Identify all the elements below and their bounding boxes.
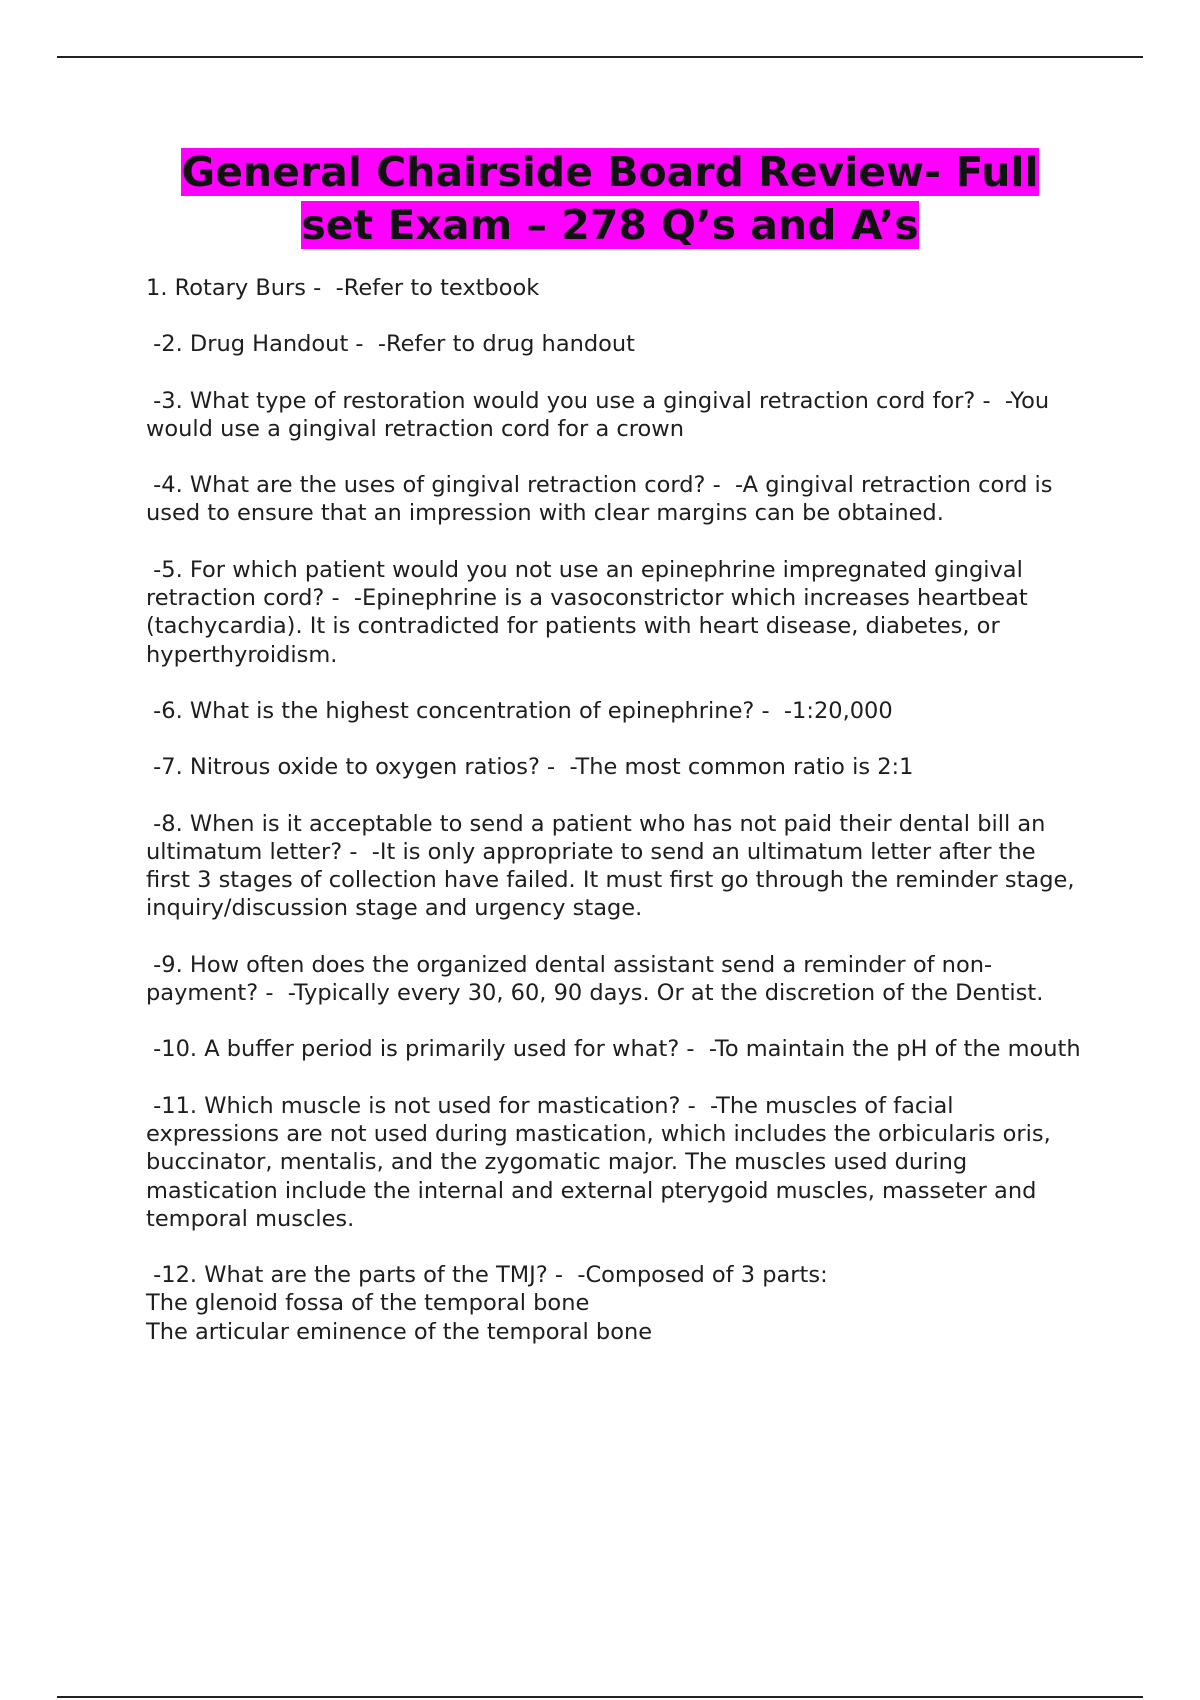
qa-list bbox=[146, 274, 1086, 1374]
document-title: General Chairside Board Review- Full set Exam – 278 Q’s and A’s bbox=[181, 148, 1039, 249]
qa-item-10: -10. A buffer period is primarily used for what? - -To maintain the pH of the mouth bbox=[146, 1036, 1081, 1063]
qa-item-11: -11. Which muscle is not used for mastication? - -The muscles of facial expressions are not used during mastication, which includes the orbicularis oris, buccinator, mentalis, and the zygomatic major. The muscles used during mastication include the internal and external pterygoid muscles, masseter and temporal muscles. bbox=[146, 1092, 1058, 1232]
qa-item-3: -3. What type of restoration would you use a gingival retraction cord for? - -You would use a gingival retraction cord for a crown bbox=[146, 387, 1057, 442]
bottom-rule bbox=[57, 1696, 1143, 1698]
qa-item-1: 1. Rotary Burs - -Refer to textbook bbox=[146, 275, 540, 301]
qa-item-4: -4. What are the uses of gingival retraction cord? - -A gingival retraction cord is used to ensure that an impression with clear margins can be obtained. bbox=[146, 472, 1060, 527]
qa-item-12: -12. What are the parts of the TMJ? - -Composed of 3 parts: The glenoid fossa of the temporal bone The articular eminence of the temporal bone bbox=[146, 1262, 828, 1345]
qa-item-2: -2. Drug Handout - -Refer to drug handout bbox=[146, 331, 635, 358]
qa-item-6: -6. What is the highest concentration of epinephrine? - -1:20,000 bbox=[146, 697, 893, 724]
qa-item-7: -7. Nitrous oxide to oxygen ratios? - -The most common ratio is 2:1 bbox=[146, 754, 914, 781]
qa-item-9: -9. How often does the organized dental assistant send a reminder of non-payment? - -Typically every 30, 60, 90 days. Or at the discretion of the Dentist. bbox=[146, 951, 1044, 1007]
qa-item-5: -5. For which patient would you not use an epinephrine impregnated gingival retraction cord? - -Epinephrine is a vasoconstrictor which increases heartbeat (tachycardia). It is contradicted for patients with heart disease, diabetes, or hyperthyroidism. bbox=[146, 556, 1035, 668]
document-title-block bbox=[140, 146, 1080, 252]
qa-item-8: -8. When is it acceptable to send a patient who has not paid their dental bill an ultimatum letter? - -It is only appropriate to send an ultimatum letter after the first 3 stages of collection have failed. It must first go through the reminder stage, inquiry/discussion stage and urgency stage. bbox=[146, 810, 1082, 922]
top-rule bbox=[57, 56, 1143, 58]
